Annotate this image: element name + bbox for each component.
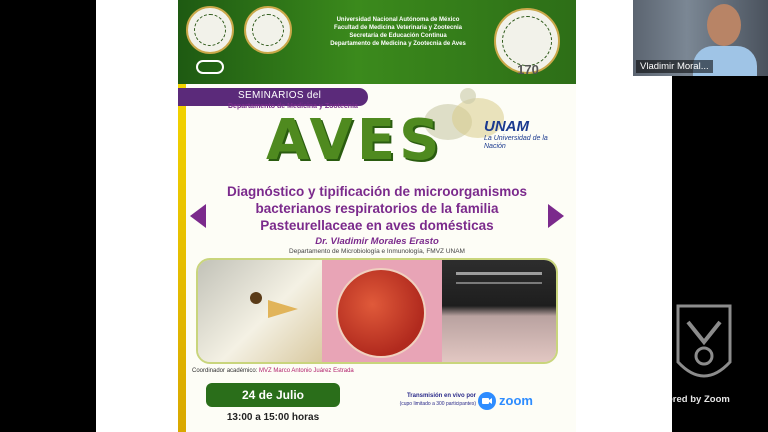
chicken-eye-icon bbox=[250, 292, 262, 304]
unam-logo bbox=[484, 118, 550, 168]
department-label: Departamento de Medicina y Zootecnia bbox=[228, 103, 358, 110]
gel-bands-2 bbox=[456, 282, 542, 284]
petri-dish-icon bbox=[336, 268, 426, 358]
transmission-line-2: (cupo limitado a 300 participantes) bbox=[399, 401, 476, 407]
event-date: 24 de Julio bbox=[241, 388, 305, 402]
zoom-camera-icon bbox=[478, 392, 496, 410]
coordinator-name: MVZ Marco Antonio Juárez Estrada bbox=[259, 368, 354, 374]
gel-bands bbox=[456, 272, 542, 275]
speaker-department: Departamento de Microbiología e Inmunología, FMVZ UNAM bbox=[289, 248, 465, 255]
coordinator-label: Coordinador académico: bbox=[192, 368, 258, 374]
zoom-logo bbox=[478, 392, 540, 410]
coordinator bbox=[192, 368, 354, 374]
arrow-right-icon bbox=[548, 204, 564, 228]
unam-tagline: La Universidad de la Nación bbox=[484, 135, 548, 150]
header-line-university: Universidad Nacional Autónoma de México bbox=[336, 17, 460, 23]
seminar-label: SEMINARIOS del bbox=[238, 90, 322, 101]
header-line-department: Departamento de Medicina y Zootecnia de Aves bbox=[330, 41, 466, 47]
side-stripe bbox=[178, 84, 186, 432]
seminar-poster bbox=[178, 0, 576, 432]
gel-photo bbox=[442, 260, 556, 362]
unam-logo-text: UNAM bbox=[484, 118, 529, 135]
unam-watermark-icon bbox=[672, 302, 736, 390]
event-time: 13:00 a 15:00 horas bbox=[226, 412, 320, 423]
participant-avatar-icon bbox=[707, 4, 741, 46]
aves-title: AVES bbox=[266, 108, 444, 173]
petri-dish-photo bbox=[322, 260, 442, 362]
powered-by-zoom: Powered by Zoom bbox=[648, 394, 730, 405]
talk-title-line-2: bacterianos respiratorios de la familia bbox=[255, 201, 499, 216]
unam-seal-icon bbox=[186, 6, 234, 54]
header-line-secretariat: Secretaría de Educación Continua bbox=[349, 33, 447, 39]
transmission-line-1: Transmisión en vivo por bbox=[406, 393, 476, 399]
talk-title-line-3: Pasteurellaceae en aves domésticas bbox=[260, 218, 494, 233]
header-line-faculty: Facultad de Medicina Veterinaria y Zootecnia bbox=[333, 25, 463, 31]
chicken-photo bbox=[198, 260, 322, 362]
shared-screen bbox=[96, 0, 672, 432]
arrow-left-icon bbox=[190, 204, 206, 228]
education-icon bbox=[196, 60, 224, 74]
fmvz-seal-icon bbox=[244, 6, 292, 54]
photo-strip bbox=[196, 258, 558, 364]
participant-name: Vladimir Moral... bbox=[636, 60, 713, 73]
poster-header bbox=[178, 0, 576, 84]
anniversary-number: 170 bbox=[517, 62, 539, 77]
talk-title-line-1: Diagnóstico y tipificación de microorganismos bbox=[226, 184, 528, 199]
zoom-logo-text: zoom bbox=[499, 393, 533, 408]
speaker-name: Dr. Vladimir Morales Erasto bbox=[315, 236, 439, 247]
chicken-beak-icon bbox=[268, 300, 298, 318]
